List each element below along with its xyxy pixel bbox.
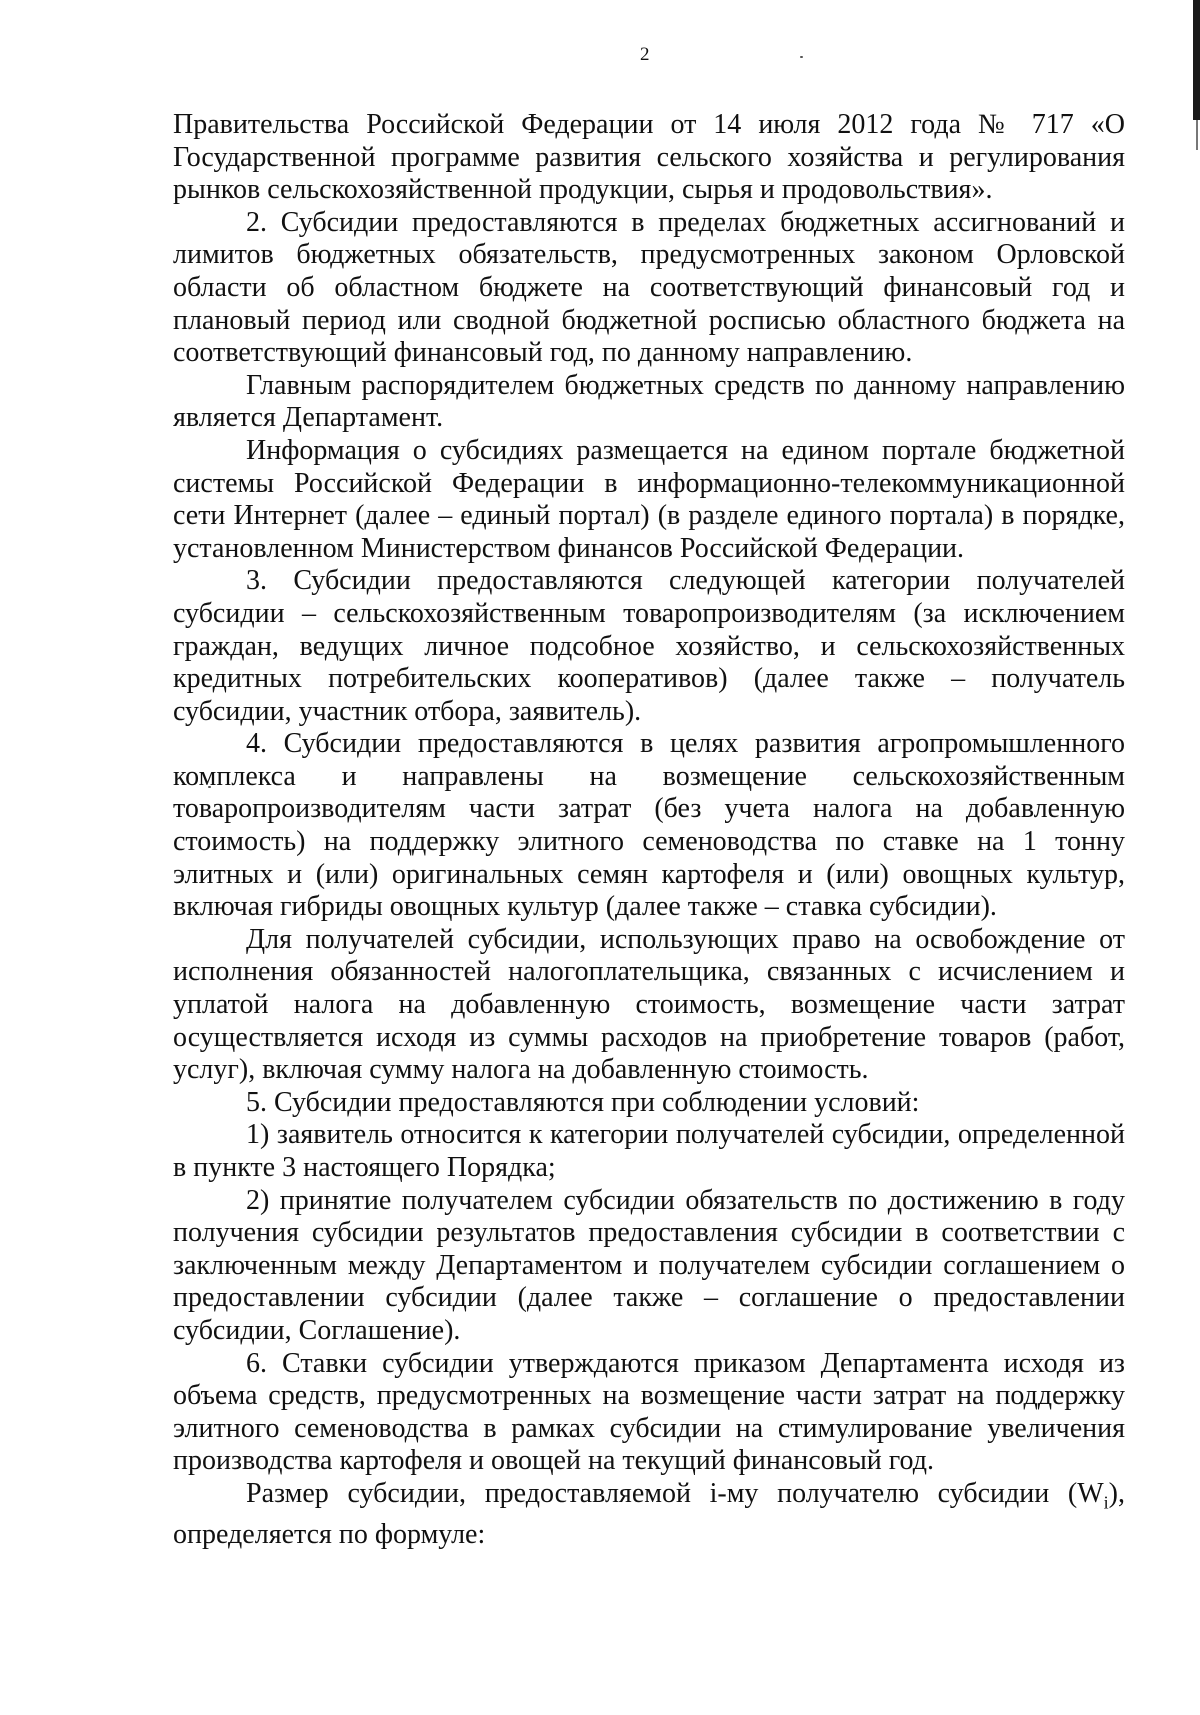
paragraph-subsidy-information: Информация о субсидиях размещается на едином портале бюджетной системы Российской Федерации в информационно-телекоммуникационной сети Интернет (далее – единый портал) (в разделе единого портала) в порядке, установленном Министерством финансов Российской Федерации. [173,434,1125,564]
paragraph-4-subsidy-purpose: 4. Субсидии предоставляются в целях развития агропромышленного комплекса и направлены на возмещение сельскохозяйственным товаропроизводителям части затрат (без учета налога на добавленную стоимость) на поддержку элитного семеноводства по ставке на 1 тонну элитных и (или) оригинальных семян картофеля и (или) овощных культур, включая гибриды овощных культур (далее также – ставка субсидии). [173,728,1125,923]
paragraph-government-decree: Правительства Российской Федерации от 14 июля 2012 года № 717 «О Государственной программе развития сельского хозяйства и регулирования рынков сельскохозяйственной продукции, сырья и продовольствия». [173,109,1125,206]
condition-item-2: 2) принятие получателем субсидии обязательств по достижению в году получения субсидии результатов предоставления субсидии в соответствии с заключенным между Департаментом и получателем субсидии соглашением о предоставлении субсидии (далее также – соглашение о предоставлении субсидии, Соглашение). [173,1184,1125,1346]
document-body [173,109,1125,1552]
paragraph-6-subsidy-rates: 6. Ставки субсидии утверждаются приказом Департамента исходя из объема средств, предусмотренных на возмещение части затрат на поддержку элитного семеноводства в рамках субсидии на стимулирование увеличения производства картофеля и овощей на текущий финансовый год. [173,1347,1125,1477]
paragraph-2-budget-limits: 2. Субсидии предоставляются в пределах бюджетных ассигнований и лимитов бюджетных обязательств, предусмотренных законом Орловской области об областном бюджете на соответствующий финансовый год и плановый период или сводной бюджетной росписью областного бюджета на соответствующий финансовый год, по данному направлению. [173,206,1125,369]
formula-intro-text-before: Размер субсидии, предоставляемой i-му получателю субсидии (W [246,1477,1104,1509]
paragraph-subsidy-formula-intro [173,1478,1125,1552]
scan-speck [800,56,803,58]
condition-item-1: 1) заявитель относится к категории получателей субсидии, определенной в пункте 3 настоящего Порядка; [173,1119,1125,1183]
scan-edge-mark-thin [1196,120,1198,150]
formula-intro-text-after: ), определяется по формуле: [173,1477,1125,1551]
formula-subscript: i [1103,1492,1109,1513]
paragraph-vat-exemption: Для получателей субсидии, использующих право на освобождение от исполнения обязанностей налогоплательщика, связанных с исчислением и уплатой налога на добавленную стоимость, возмещение части затрат осуществляется исходя из суммы расходов на приобретение товаров (работ, услуг), включая сумму налога на добавленную стоимость. [173,923,1125,1086]
page-number: 2 [640,44,650,65]
paragraph-main-administrator: Главным распорядителем бюджетных средств по данному направлению является Департамент. [173,369,1125,434]
paragraph-5-conditions: 5. Субсидии предоставляются при соблюдении условий: [246,1086,920,1118]
scan-edge-mark [1193,0,1200,120]
paragraph-3-recipient-category: 3. Субсидии предоставляются следующей категории получателей субсидии – сельскохозяйственным товаропроизводителям (за исключением граждан, ведущих личное подсобное хозяйство, и сельскохозяйственных кредитных потребительских кооперативов) (далее также – получатель субсидии, участник отбора, заявитель). [173,565,1125,727]
